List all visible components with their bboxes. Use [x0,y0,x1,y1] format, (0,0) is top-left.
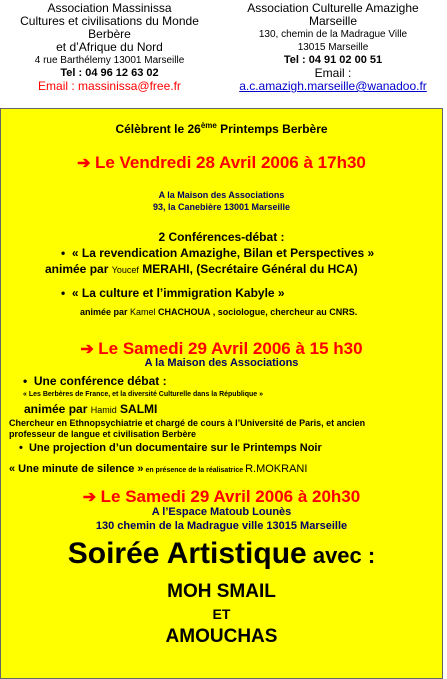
left-assoc-email[interactable]: Email : massinissa@free.fr [38,79,181,93]
bullet-icon: • [61,286,66,300]
arrow-right-icon: ➔ [80,341,94,358]
event1-conf-title: 2 Conférences-débat : [158,230,285,244]
event1-anim1-name: Youcef [111,265,139,275]
event2-silence-name: R.MOKRANI [245,463,308,475]
event1-anim2-name: Kamel [130,307,156,317]
event1-anim1-post: MERAHI, (Secrétaire Général du HCA) [138,262,358,276]
event1-bullet2-text: « La culture et l’immigration Kabyle » [71,286,285,300]
event1-bullet1-text: « La revendication Amazighe, Bilan et Perspectives » [71,246,375,260]
soiree-artist2: AMOUCHAS [165,626,278,647]
event2-date: Le Samedi 29 Avril 2006 à 15 h30 [98,339,363,358]
right-assoc-tel: Tel : 04 91 02 00 51 [283,54,383,66]
arrow-right-icon: ➔ [77,155,91,172]
event2-desc2: professeur de langue et civilisation Berbère [9,429,197,439]
bullet-icon: • [23,374,28,388]
soiree-avec: avec : [306,543,376,568]
event3-venue2: 130 chemin de la Madrague ville 13015 Marseille [95,520,348,532]
event2-item1-text: Une conférence débat : [33,374,167,388]
right-assoc-address2: 13015 Marseille [297,42,369,53]
event2-venue: A la Maison des Associations [144,357,299,369]
event2-item1-sub: « Les Berbères de France, et la diversité Culturelle dans la République » [23,391,264,398]
left-assoc-name: Association Massinissa [47,1,172,15]
event1-date-line [1,153,442,173]
header [0,0,447,108]
event2-item1 [23,374,167,388]
event1-bullet1 [61,246,374,260]
left-assoc-line4: et d’Afrique du Nord [56,40,163,54]
event1-anim2 [80,307,357,317]
right-assoc-name: Association Culturelle Amazighe [247,1,419,15]
event1-anim1-pre: animée par [45,262,112,276]
event1-bullet2 [61,286,285,300]
event1-anim1 [45,262,358,276]
event2-item2 [19,442,322,454]
right-association [222,2,444,93]
headline [1,121,442,136]
event2-desc1: Chercheur en Ethnopsychiatrie et chargé de cours à l’Université de Paris, et ancien [9,418,366,428]
event3-venue1: A l’Espace Matoub Lounès [151,506,292,518]
event2-silence-mid: en présence de la réalisatrice [143,467,246,474]
event2-anim-pre: animée par [24,402,91,416]
headline-prefix: Célèbrent le 26 [115,122,201,136]
event2-item2-text: Une projection d’un documentaire sur le Printemps Noir [28,442,322,454]
soiree-big: Soirée Artistique [67,537,307,570]
event3-date: Le Samedi 29 Avril 2006 à 20h30 [100,487,361,506]
left-assoc-address: 4 rue Barthélemy 13001 Marseille [34,55,185,66]
event1-anim2-pre: animée par [80,307,131,317]
event2-anim [24,402,157,416]
soiree-artist1: MOH SMAIL [167,581,276,602]
headline-sup: ème [200,121,217,130]
event2-anim-post: SALMI [116,402,158,416]
soiree-title [1,537,442,571]
left-association [2,2,217,93]
event2-silence-line [9,459,307,477]
event1-venue1: A la Maison des Associations [158,190,285,200]
headline-suffix: Printemps Berbère [216,122,328,136]
arrow-right-icon: ➔ [82,489,97,506]
event1-date: Le Vendredi 28 Avril 2006 à 17h30 [94,153,366,172]
right-assoc-email-link[interactable]: a.c.amazigh.marseille@wanadoo.fr [239,79,427,93]
left-assoc-line3: Berbère [88,27,131,41]
event1-venue2: 93, la Canebière 13001 Marseille [152,202,291,212]
event1-anim2-post: CHACHOUA , sociologue, chercheur au CNRS. [155,307,358,317]
right-assoc-email-label: Email : [314,66,352,80]
left-assoc-tel: Tel : 04 96 12 63 02 [60,67,159,79]
event2-date-line [1,339,442,359]
bullet-icon: • [61,246,66,260]
bullet-icon: • [19,442,23,454]
right-assoc-city: Marseille [308,14,357,28]
event2-silence: « Une minute de silence » [9,463,144,475]
event-panel [0,108,443,679]
left-assoc-line2: Cultures et civilisations du Monde [20,14,199,28]
right-assoc-address1: 130, chemin de la Madrague Ville [258,29,408,40]
event2-anim-name: Hamid [90,405,117,415]
soiree-et: ET [212,606,231,622]
event3-date-line [1,487,442,507]
